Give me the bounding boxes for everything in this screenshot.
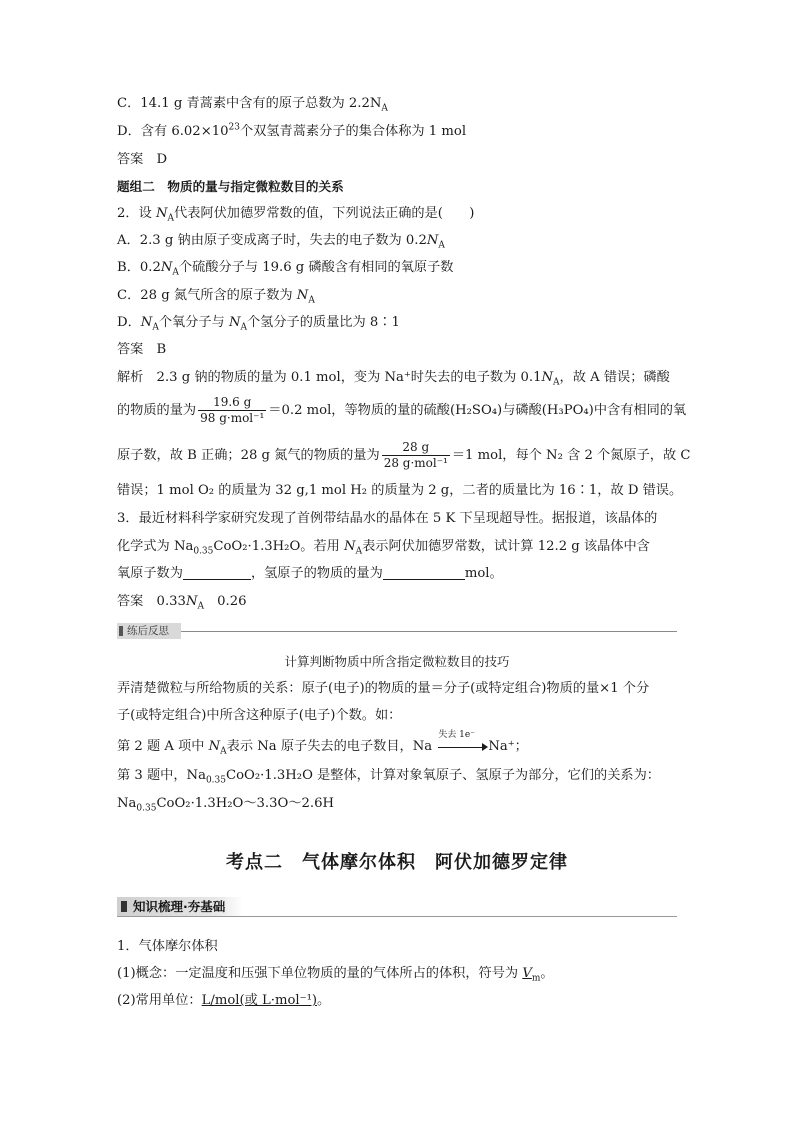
- reflection-bar: [117, 623, 677, 639]
- q2-option-b: B．$0.2N_A$个硫酸分子与 19.6 g 磷酸含有相同的氧原子数: [117, 260, 454, 278]
- explanation-line-2: 的物质的量为 $\frac{19.6 g}{\text{98 g·mol⁻¹}}$ ＝0.2 mol，等物质的量的硫酸(H₂SO₄)与磷酸(H₃PO₄)中含有相同的氧: [117, 395, 687, 425]
- answer-blank-hydrogen: [383, 565, 465, 580]
- item-1-concept: (1)概念：一定温度和压强下单位物质的量的气体所占的体积，符号为 $V_m$。: [117, 966, 554, 984]
- group-2-title: 题组二 物质的量与指定微粒数目的关系: [117, 179, 344, 194]
- question-2: 2．设 $N_A$代表阿伏加德罗常数的值，下列说法正确的是( ): [117, 206, 475, 224]
- reflection-para-3: 第 2 题 A 项中 $N_A$表示 Na 原子失去的电子数目，Na 失去 1e⁻ Na⁺；: [117, 730, 528, 757]
- explanation-line-3: 原子数，故 B 正确；28 g 氮气的物质的量为 $\frac{28 g}{\text{28 g·mol⁻¹}}$ ＝1 mol，每个 N₂ 含 2 个氮原子，故 C: [117, 440, 691, 470]
- q2-option-d: D．$N_A$个氧分子与 $N_A$个氢分子的质量比为 8∶1: [117, 315, 400, 333]
- explanation-line-1: 解析 2.3 g 钠的物质的量为 0.1 mol，变为 Na⁺时失去的电子数为 $0.1N_A$，故 A 错误；磷酸: [117, 370, 670, 388]
- divider: [117, 916, 677, 917]
- answer-blank-oxygen: [183, 565, 251, 580]
- answer-3: 答案 $0.33N_A$ 0.26: [117, 594, 247, 612]
- reflection-para-5: $Na_{0.35}CoO_2\cdot 1.3H_2O\sim 3.3O\sim 2.6H$: [117, 796, 334, 814]
- fraction-nitrogen: $\frac{28 g}{\text{28 g·mol⁻¹}}$: [383, 440, 448, 470]
- reflection-para-4: 第 3 题中，$Na_{0.35}CoO_2\cdot 1.3H_2O$ 是整体，计算对象氧原子、氢原子为部分，它们的关系为：: [117, 768, 660, 786]
- answer-1: 答案 D: [117, 152, 168, 167]
- question-3-line-3: 氧原子数为 ，氢原子的物质的量为 mol。: [117, 566, 503, 581]
- fraction-phosphoric-acid: $\frac{19.6 g}{\text{98 g·mol⁻¹}}$: [200, 395, 265, 425]
- option-d-prev: D．含有 $6.02\times 10^{23}$个双氢青蒿素分子的集合体称为 1 mol: [117, 122, 467, 139]
- question-3-line-2: 化学式为 $Na_{0.35}CoO_2\cdot 1.3H_2O$。若用 $N_A$表示阿伏加德罗常数，试计算 12.2 g 该晶体中含: [117, 539, 650, 557]
- knowledge-bar: [117, 897, 677, 917]
- reaction-arrow: 失去 1e⁻: [436, 738, 488, 756]
- reflection-title: 计算判断物质中所含指定微粒数目的技巧: [284, 654, 510, 669]
- reflection-para-2: 子(或特定组合)中所含这种原子(电子)个数。如：: [117, 708, 402, 723]
- section-heading: 考点二 气体摩尔体积 阿伏加德罗定律: [226, 852, 568, 873]
- knowledge-tag: 知识梳理·夯基础: [117, 897, 243, 916]
- reflection-tag: 练后反思: [117, 623, 181, 639]
- question-3-line-1: 3．最近材料科学家研究发现了首例带结晶水的晶体在 5 K 下呈现超导性。据报道，该晶体的: [117, 511, 658, 526]
- q2-option-a: A．2.3 g 钠由原子变成离子时，失去的电子数为 $0.2N_A$: [117, 233, 445, 251]
- divider: [117, 631, 677, 632]
- item-1-title: 1．气体摩尔体积: [117, 939, 218, 954]
- q2-option-c: C．28 g 氮气所含的原子数为 $N_A$: [117, 288, 315, 306]
- option-c-prev: C．14.1 g 青蒿素中含有的原子总数为 $2.2N_A$: [117, 96, 388, 114]
- explanation-line-4: 错误；1 mol O₂ 的质量为 32 g,1 mol H₂ 的质量为 2 g，二者的质量比为 16∶1，故 D 错误。: [117, 483, 683, 498]
- item-1-unit: (2)常用单位：L/mol(或 L·mol⁻¹)。: [117, 993, 331, 1008]
- answer-2: 答案 B: [117, 342, 167, 357]
- reflection-para-1: 弄清楚微粒与所给物质的关系：原子(电子)的物质的量＝分子(或特定组合)物质的量×1 个分: [117, 681, 650, 696]
